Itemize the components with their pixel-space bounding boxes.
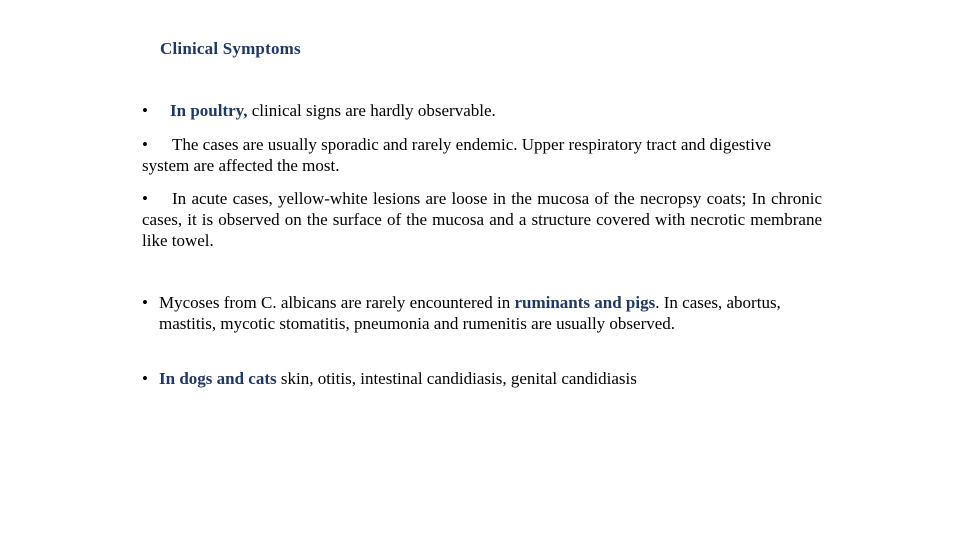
bullet-item-sporadic — [142, 134, 822, 176]
highlight-poultry: In poultry, — [170, 101, 248, 120]
bullet-text: In acute cases, yellow-white lesions are loose in the mucosa of the necropsy coats; In chronic cases, it is observed on the surface of the mucosa and a structure covered with necrotic membrane like towel. — [142, 189, 822, 250]
bullet-text: skin, otitis, intestinal candidiasis, genital candidiasis — [276, 369, 637, 388]
highlight-ruminants: ruminants and pigs — [514, 293, 656, 312]
bullet-body — [142, 368, 822, 389]
bullet-text: The cases are usually sporadic and rarely endemic. Upper respiratory tract and digestive system are affected the most. — [142, 135, 772, 175]
bullet-marker: • — [142, 101, 148, 120]
bullet-item-poultry — [142, 100, 842, 121]
slide-title: Clinical Symptoms — [160, 39, 301, 58]
bullet-marker: • — [142, 369, 148, 388]
bullet-text-after: . In cases, abortus, mastitis, mycotic stomatitis, pneumonia and rumenitis are usually observed. — [159, 293, 781, 333]
bullet-marker: • — [142, 293, 148, 312]
highlight-dogs-cats: In dogs and cats — [159, 369, 277, 388]
bullet-body — [142, 292, 822, 334]
bullet-text: clinical signs are hardly observable. — [247, 101, 496, 120]
bullet-item-ruminants — [142, 292, 822, 334]
bullet-marker: • — [142, 189, 148, 208]
bullet-item-dogs-cats — [142, 368, 822, 389]
bullet-item-acute — [142, 188, 822, 251]
bullet-marker: • — [142, 135, 148, 154]
bullet-text-before: Mycoses from C. albicans are rarely encountered in — [159, 293, 515, 312]
